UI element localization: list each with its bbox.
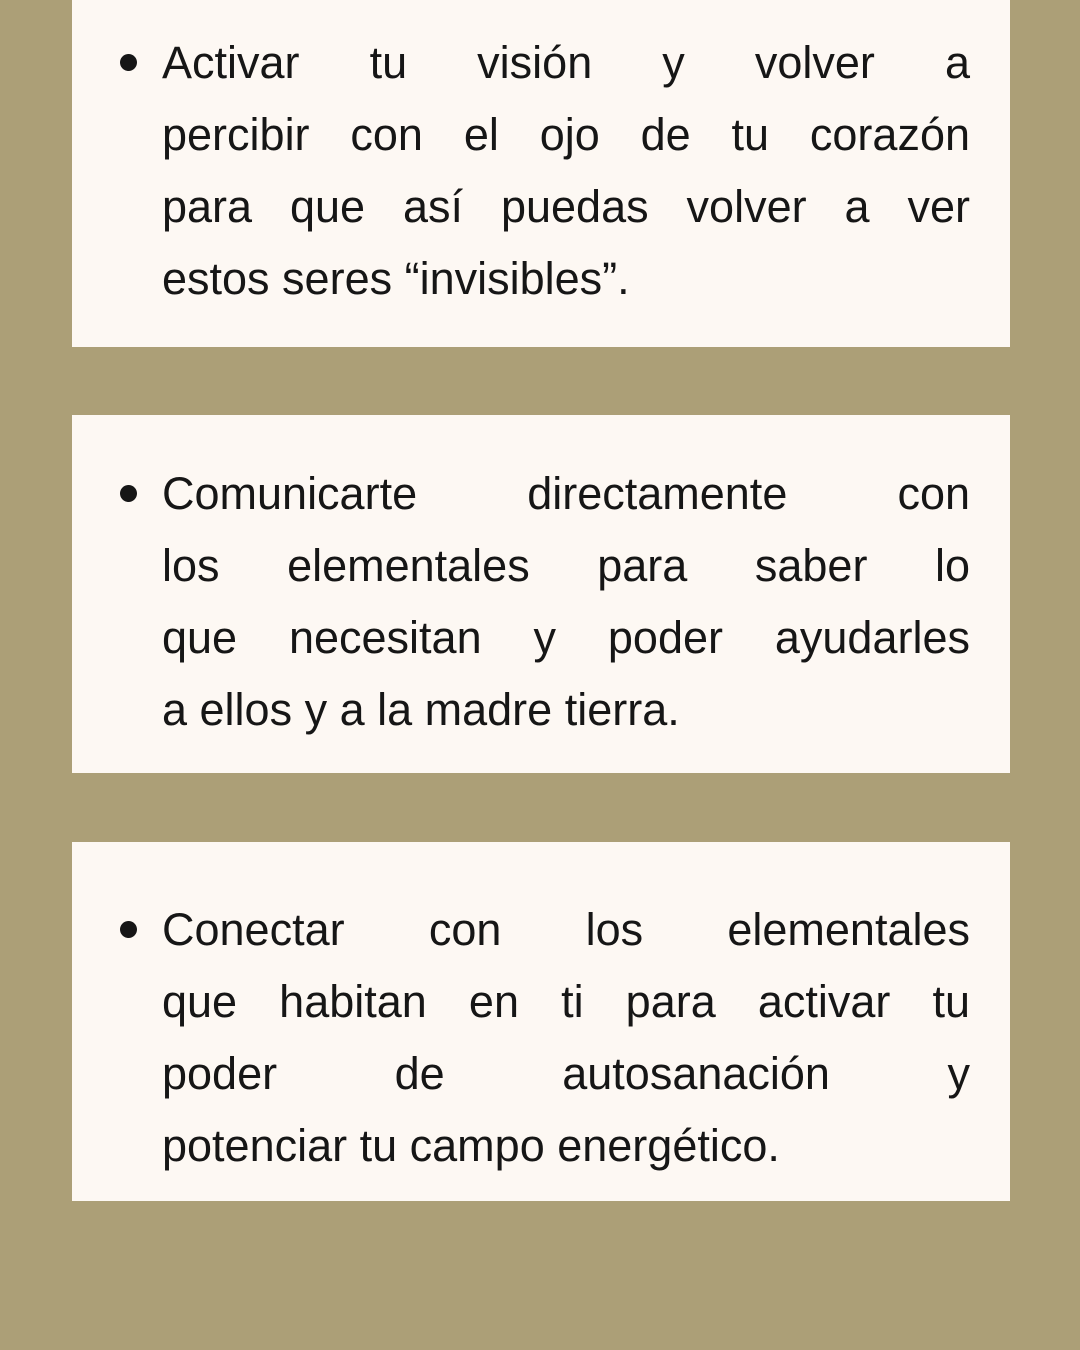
benefit-text-line: que necesitan y poder ayudarles [162,612,970,663]
bullet-icon [120,921,137,938]
bullet-icon [120,54,137,71]
benefit-text-3 [162,894,970,1182]
benefit-text-line: los elementales para saber lo [162,540,970,591]
benefit-text-line: Comunicarte directamente con [162,468,970,519]
benefit-text-line: que habitan en ti para activar tu [162,976,970,1027]
bullet-icon [120,485,137,502]
benefit-card-3 [72,842,1010,1201]
benefit-text-line: a ellos y a la madre tierra. [162,684,680,735]
benefit-text-line: estos seres “invisibles”. [162,253,630,304]
benefit-text-line: Activar tu visión y volver a [162,37,970,88]
benefit-text-line: potenciar tu campo energético. [162,1120,780,1171]
benefit-card-1 [72,0,1010,347]
benefit-card-2 [72,415,1010,773]
benefit-text-2 [162,458,970,746]
benefit-text-line: para que así puedas volver a ver [162,181,970,232]
benefit-text-line: percibir con el ojo de tu corazón [162,109,970,160]
benefit-text-1 [162,27,970,315]
benefit-text-line: Conectar con los elementales [162,904,970,955]
benefit-text-line: poder de autosanación y [162,1048,970,1099]
